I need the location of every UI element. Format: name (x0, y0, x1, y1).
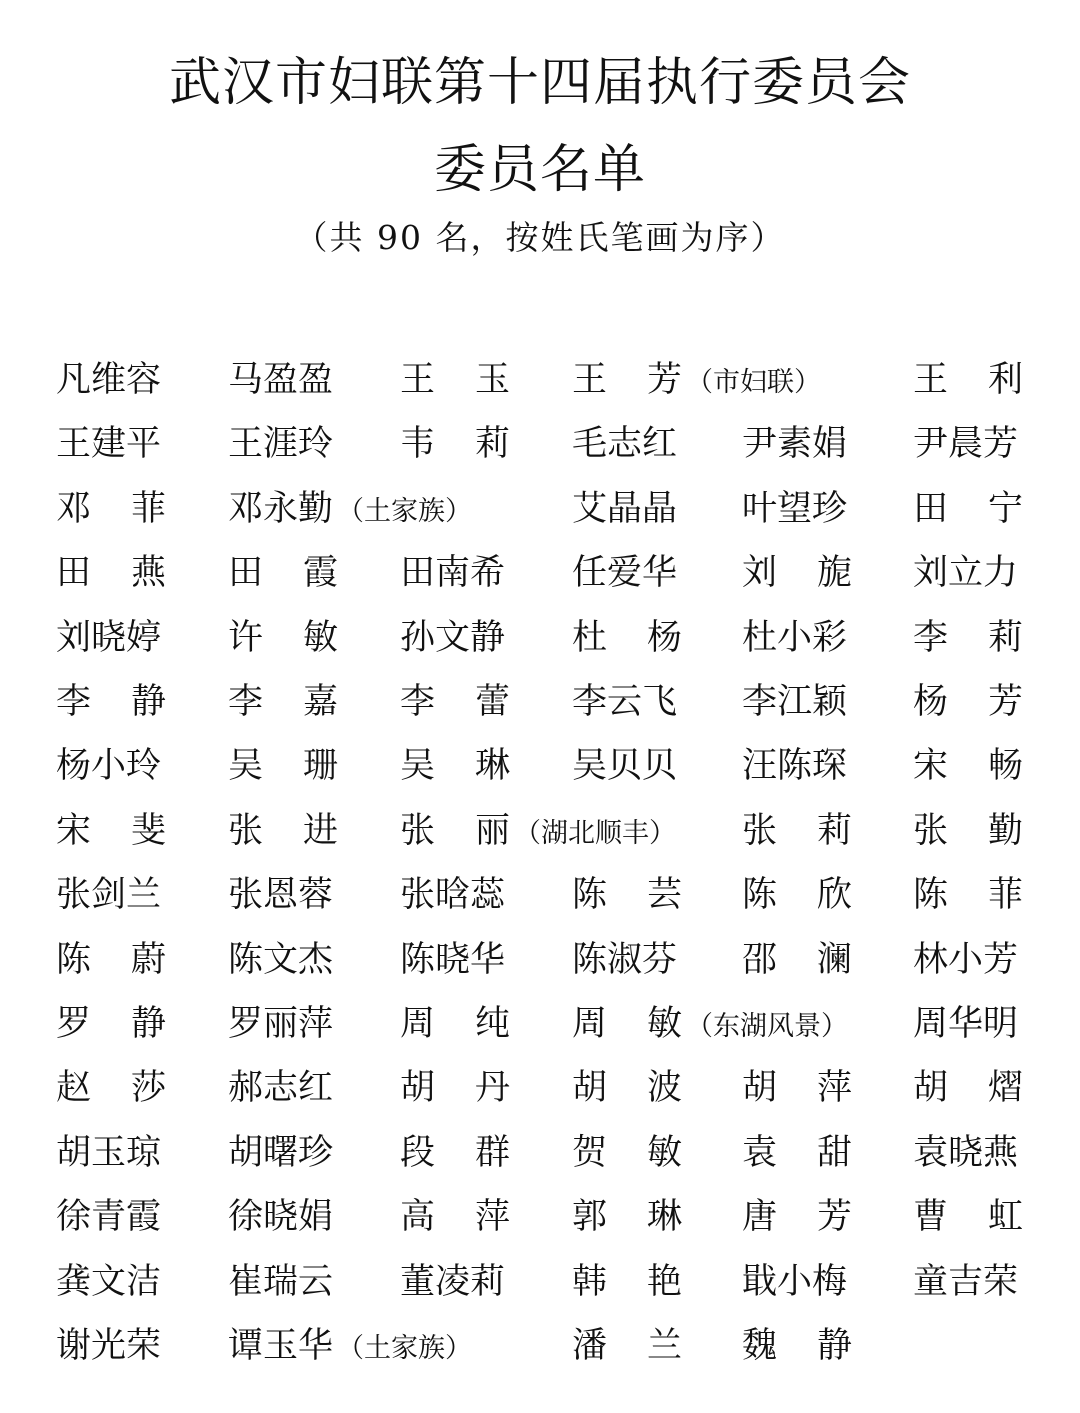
name-row (0, 740, 1080, 792)
member-entry (228, 1062, 333, 1114)
member-name: 吴贝贝 (572, 746, 678, 786)
member-name: 郭 琳 (572, 1197, 682, 1237)
name-row (0, 1256, 1080, 1308)
member-name: 尹素娟 (742, 424, 848, 464)
member-name: 徐青霞 (56, 1197, 162, 1237)
member-name: 杨小玲 (56, 746, 162, 786)
member-name: 艾晶晶 (572, 489, 678, 529)
member-name: 周 敏 (572, 1004, 682, 1044)
member-note: （东湖风景） (686, 1011, 848, 1042)
name-row (0, 869, 1080, 921)
member-name: 罗 静 (56, 1004, 166, 1044)
member-name: 孙文静 (400, 618, 506, 658)
member-entry (56, 998, 166, 1050)
member-name: 谭玉华 (228, 1326, 334, 1366)
member-name: 张 勤 (913, 811, 1023, 851)
name-row (0, 418, 1080, 470)
member-entry (913, 1191, 1023, 1243)
member-entry (56, 547, 166, 599)
member-entry (228, 483, 472, 535)
member-entry (228, 934, 333, 986)
member-name: 张剑兰 (56, 875, 162, 915)
member-entry (572, 1320, 682, 1372)
member-name: 曹 虹 (913, 1197, 1023, 1237)
member-name: 郝志红 (228, 1068, 334, 1108)
name-row (0, 805, 1080, 857)
member-entry (56, 1191, 161, 1243)
member-name: 陈 芸 (572, 875, 682, 915)
member-name: 王 玉 (400, 360, 510, 400)
member-entry (56, 934, 166, 986)
member-entry (400, 1191, 510, 1243)
member-name: 童吉荣 (913, 1262, 1019, 1302)
member-name: 徐晓娟 (228, 1197, 334, 1237)
member-entry (56, 612, 161, 664)
member-name: 陈 菲 (913, 875, 1023, 915)
member-entry (400, 612, 505, 664)
member-name: 尹晨芳 (913, 424, 1019, 464)
member-entry (228, 805, 338, 857)
member-entry (913, 869, 1023, 921)
member-entry (913, 612, 1023, 664)
member-entry (742, 418, 847, 470)
member-name: 陈 蔚 (56, 940, 166, 980)
member-entry (742, 1191, 852, 1243)
member-entry (400, 998, 510, 1050)
member-name: 田 霞 (228, 553, 338, 593)
name-row (0, 1320, 1080, 1372)
member-entry (228, 418, 333, 470)
member-entry (400, 805, 676, 857)
document-title: 武汉市妇联第十四届执行委员会 (168, 53, 911, 113)
member-name: 周华明 (913, 1004, 1019, 1044)
name-row (0, 934, 1080, 986)
member-name: 袁晓燕 (913, 1133, 1019, 1173)
member-name: 贺 敏 (572, 1133, 682, 1173)
member-entry (228, 354, 333, 406)
member-entry (913, 934, 1018, 986)
member-entry (742, 612, 847, 664)
member-entry (228, 869, 333, 921)
member-entry (56, 1062, 166, 1114)
member-name: 宋 畅 (913, 746, 1023, 786)
member-name: 邓 菲 (56, 489, 166, 529)
member-entry (742, 1320, 852, 1372)
member-entry (913, 805, 1023, 857)
member-entry (56, 1320, 161, 1372)
member-entry (572, 869, 682, 921)
member-entry (913, 483, 1023, 535)
member-entry (400, 354, 510, 406)
name-row (0, 483, 1080, 535)
member-entry (913, 1062, 1023, 1114)
member-entry (742, 1062, 852, 1114)
member-entry (572, 998, 848, 1050)
member-name: 吴 琳 (400, 746, 510, 786)
member-name: 陈文杰 (228, 940, 334, 980)
member-entry (742, 483, 847, 535)
member-name: 袁 甜 (742, 1133, 852, 1173)
name-row (0, 1062, 1080, 1114)
member-name: 宋 斐 (56, 811, 166, 851)
member-name: 凡维容 (56, 360, 162, 400)
member-name: 高 萍 (400, 1197, 510, 1237)
member-name: 刘立力 (913, 553, 1019, 593)
member-note: （湖北顺丰） (514, 818, 676, 849)
member-entry (400, 418, 510, 470)
member-name: 田南希 (400, 553, 506, 593)
member-entry (742, 805, 852, 857)
document-note: （共 90 名，按姓氏笔画为序） (294, 218, 786, 257)
member-entry (742, 934, 852, 986)
name-row (0, 612, 1080, 664)
member-name: 邓永勤 (228, 489, 334, 529)
member-entry (228, 740, 338, 792)
member-name: 张 莉 (742, 811, 852, 851)
member-entry (56, 869, 161, 921)
member-entry (572, 547, 677, 599)
member-name: 任爱华 (572, 553, 678, 593)
member-name: 陈淑芬 (572, 940, 678, 980)
member-entry (742, 869, 852, 921)
name-row (0, 676, 1080, 728)
member-name: 马盈盈 (228, 360, 334, 400)
member-name: 崔瑞云 (228, 1262, 334, 1302)
member-name: 段 群 (400, 1133, 510, 1173)
member-entry (400, 676, 510, 728)
member-entry (913, 1127, 1018, 1179)
document-subtitle: 委员名单 (433, 140, 646, 200)
member-name: 魏 静 (742, 1326, 852, 1366)
name-row (0, 1127, 1080, 1179)
member-name: 韩 艳 (572, 1262, 682, 1302)
member-entry (400, 1256, 505, 1308)
member-entry (913, 998, 1018, 1050)
member-name: 戢小梅 (742, 1262, 848, 1302)
member-name: 刘晓婷 (56, 618, 162, 658)
member-name: 龚文洁 (56, 1262, 162, 1302)
member-name: 胡 波 (572, 1068, 682, 1108)
member-entry (742, 676, 847, 728)
member-name: 胡曙珍 (228, 1133, 334, 1173)
member-entry (913, 1256, 1018, 1308)
member-name: 谢光荣 (56, 1326, 162, 1366)
member-entry (742, 1127, 852, 1179)
member-name: 林小芳 (913, 940, 1019, 980)
member-entry (56, 1127, 161, 1179)
member-entry (572, 934, 677, 986)
member-entry (913, 676, 1023, 728)
member-name: 陈晓华 (400, 940, 506, 980)
member-entry (228, 612, 338, 664)
member-name: 李江颖 (742, 682, 848, 722)
member-entry (56, 483, 166, 535)
member-note: （市妇联） (686, 367, 821, 398)
name-row (0, 998, 1080, 1050)
member-name: 杨 芳 (913, 682, 1023, 722)
member-name: 杜小彩 (742, 618, 848, 658)
member-entry (228, 676, 338, 728)
member-entry (572, 1256, 682, 1308)
member-entry (572, 1191, 682, 1243)
name-row (0, 547, 1080, 599)
member-note: （土家族） (337, 1333, 473, 1364)
member-entry (228, 1127, 333, 1179)
member-name: 杜 杨 (572, 618, 682, 658)
member-entry (228, 1320, 472, 1372)
member-name: 李 嘉 (228, 682, 338, 722)
member-entry (572, 1127, 682, 1179)
member-name: 张 丽 (400, 811, 510, 851)
member-entry (400, 869, 505, 921)
member-name: 李 静 (56, 682, 166, 722)
member-name: 吴 珊 (228, 746, 338, 786)
member-entry (56, 1256, 161, 1308)
member-name: 王 利 (913, 360, 1023, 400)
member-entry (228, 1191, 333, 1243)
member-entry (400, 1127, 510, 1179)
member-entry (572, 740, 677, 792)
member-name: 许 敏 (228, 618, 338, 658)
member-name: 周 纯 (400, 1004, 510, 1044)
member-entry (400, 547, 505, 599)
member-entry (400, 934, 505, 986)
member-name: 唐 芳 (742, 1197, 852, 1237)
member-entry (572, 1062, 682, 1114)
member-entry (56, 418, 161, 470)
member-name: 刘 旎 (742, 553, 852, 593)
member-name: 李 蕾 (400, 682, 510, 722)
member-name: 汪陈琛 (742, 746, 848, 786)
member-name: 潘 兰 (572, 1326, 682, 1366)
member-name: 韦 莉 (400, 424, 510, 464)
member-entry (400, 1062, 510, 1114)
member-entry (913, 547, 1018, 599)
member-name: 张晗蕊 (400, 875, 506, 915)
member-name: 陈 欣 (742, 875, 852, 915)
member-name: 王涯玲 (228, 424, 334, 464)
member-name: 田 燕 (56, 553, 166, 593)
member-entry (913, 354, 1023, 406)
member-name: 王建平 (56, 424, 162, 464)
member-entry (572, 676, 677, 728)
member-name: 张恩蓉 (228, 875, 334, 915)
member-entry (572, 612, 682, 664)
member-entry (56, 676, 166, 728)
member-entry (228, 547, 338, 599)
member-entry (56, 740, 161, 792)
member-name: 邵 澜 (742, 940, 852, 980)
member-entry (228, 1256, 333, 1308)
member-entry (56, 805, 166, 857)
name-row (0, 1191, 1080, 1243)
member-name: 张 进 (228, 811, 338, 851)
member-name: 王 芳 (572, 360, 682, 400)
member-entry (742, 547, 852, 599)
member-name: 李 莉 (913, 618, 1023, 658)
member-name: 赵 莎 (56, 1068, 166, 1108)
member-entry (742, 1256, 847, 1308)
member-name: 李云飞 (572, 682, 678, 722)
member-entry (56, 354, 161, 406)
member-entry (400, 740, 510, 792)
member-name: 田 宁 (913, 489, 1023, 529)
member-name: 胡 丹 (400, 1068, 510, 1108)
member-entry (742, 740, 847, 792)
member-name: 董凌莉 (400, 1262, 506, 1302)
member-entry (572, 483, 677, 535)
member-name: 毛志红 (572, 424, 678, 464)
member-name: 胡 萍 (742, 1068, 852, 1108)
name-row (0, 354, 1080, 406)
member-entry (913, 418, 1018, 470)
member-name: 叶望珍 (742, 489, 848, 529)
member-entry (228, 998, 333, 1050)
member-name: 胡玉琼 (56, 1133, 162, 1173)
member-entry (572, 354, 821, 406)
member-entry (572, 418, 677, 470)
member-entry (913, 740, 1023, 792)
member-name: 胡 熠 (913, 1068, 1023, 1108)
member-name: 罗丽萍 (228, 1004, 334, 1044)
member-note: （土家族） (337, 496, 473, 527)
